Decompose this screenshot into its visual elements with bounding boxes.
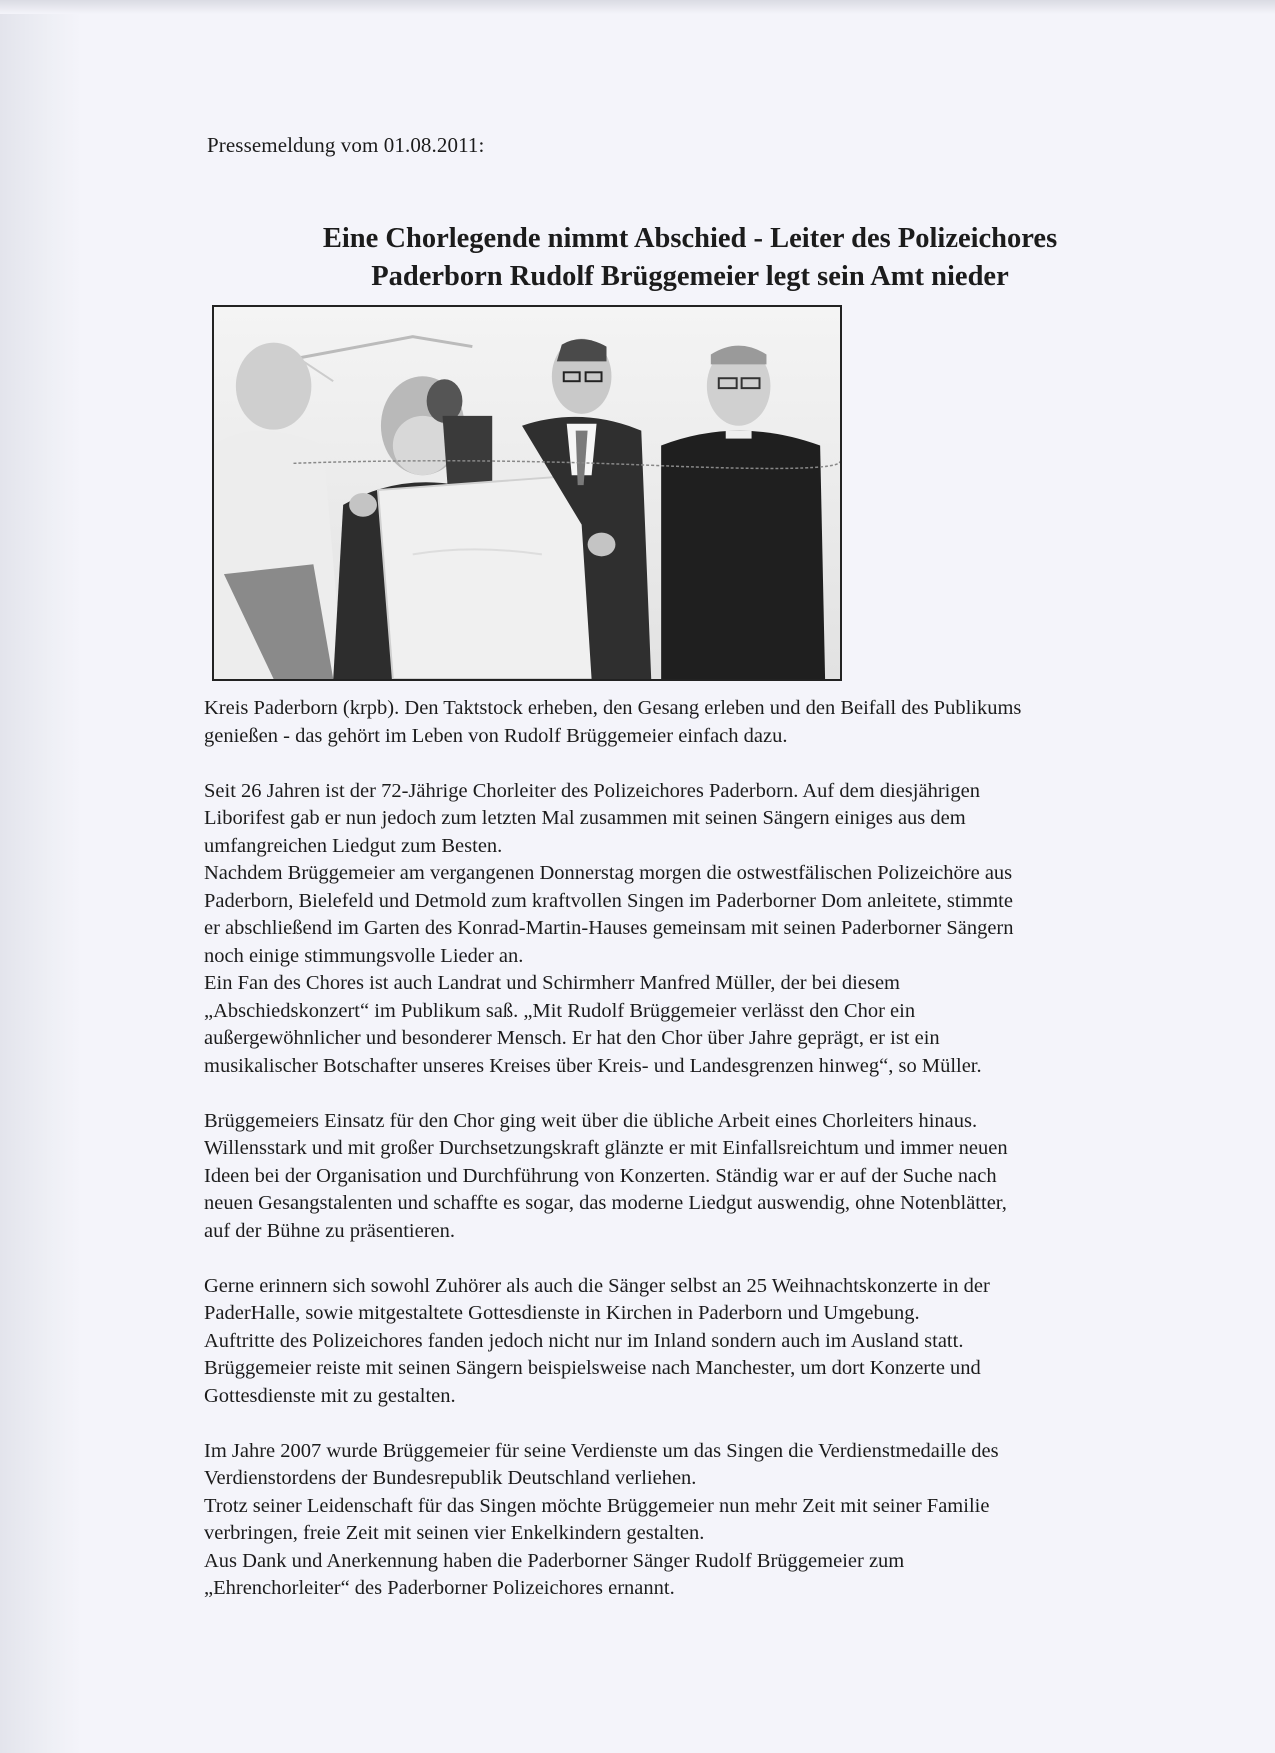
paragraph-5 xyxy=(204,1438,1189,1603)
text-line: Kreis Paderborn (krpb). Den Taktstock erheben, den Gesang erleben und den Beifall des Publikums xyxy=(204,697,1022,719)
text-line: Paderborn, Bielefeld und Detmold zum kraftvollen Singen im Paderborner Dom anleitete, stimmte xyxy=(204,889,1013,912)
text-line: umfangreichen Liedgut zum Besten. xyxy=(204,834,503,857)
headline-line-1: Eine Chorlegende nimmt Abschied - Leiter des Polizeichores xyxy=(322,223,1058,254)
text-line: Brüggemeiers Einsatz für den Chor ging weit über die übliche Arbeit eines Chorleiters hinaus. xyxy=(204,1109,978,1132)
text-line: Gottesdienste mit zu gestalten. xyxy=(204,1384,456,1407)
text-line: noch einige stimmungsvolle Lieder an. xyxy=(204,944,524,967)
press-photo-illustration xyxy=(214,307,840,679)
text-line: musikalischer Botschafter unseres Kreises über Kreis- und Landesgrenzen hinweg“, so Müller. xyxy=(204,1054,982,1077)
text-line: Ideen bei der Organisation und Durchführung von Konzerten. Ständig war er auf der Suche nach xyxy=(204,1164,997,1187)
paragraph-intro xyxy=(204,695,1189,750)
text-line: er abschließend im Garten des Konrad-Martin-Hauses gemeinsam mit seinen Paderborner Sängern xyxy=(204,917,1014,939)
text-line: außergewöhnlicher und besonderer Mensch. Er hat den Chor über Jahre geprägt, er ist ein xyxy=(204,1027,940,1049)
headline xyxy=(210,220,1170,296)
text-line: „Abschiedskonzert“ im Publikum saß. „Mit Rudolf Brüggemeier verlässt den Chor ein xyxy=(204,999,916,1022)
text-line: Verdienstordens der Bundesrepublik Deutschland verliehen. xyxy=(204,1467,697,1489)
paragraph-4 xyxy=(204,1273,1189,1411)
headline-line-2: Paderborn Rudolf Brüggemeier legt sein Amt nieder xyxy=(371,261,1009,292)
text-line: Seit 26 Jahren ist der 72-Jährige Chorleiter des Polizeichores Paderborn. Auf dem diesjährigen xyxy=(204,779,980,802)
dateline: Pressemeldung vom 01.08.2011: xyxy=(207,133,485,157)
text-line: Im Jahre 2007 wurde Brüggemeier für seine Verdienste um das Singen die Verdienstmedaille des xyxy=(204,1439,999,1462)
text-line: Nachdem Brüggemeier am vergangenen Donnerstag morgen die ostwestfälischen Polizeichöre aus xyxy=(204,862,1013,884)
text-line: Gerne erinnern sich sowohl Zuhörer als auch die Sänger selbst an 25 Weihnachtskonzerte in der xyxy=(204,1274,990,1297)
text-line: auf der Bühne zu präsentieren. xyxy=(204,1219,456,1242)
text-line: Willensstark und mit großer Durchsetzungskraft glänzte er mit Einfallsreichtum und immer neuen xyxy=(204,1137,1008,1159)
text-line: neuen Gesangstalenten und schaffte es sogar, das moderne Liedgut auswendig, ohne Notenblätter, xyxy=(204,1192,1007,1214)
press-photo xyxy=(212,305,842,681)
paragraph-2 xyxy=(204,778,1189,1081)
paragraph-3 xyxy=(204,1108,1189,1246)
text-line: „Ehrenchorleiter“ des Paderborner Polizeichores ernannt. xyxy=(204,1577,675,1599)
text-line: Auftritte des Polizeichores fanden jedoch nicht nur im Inland sondern auch im Ausland statt. xyxy=(204,1329,964,1352)
text-line: Brüggemeier reiste mit seinen Sängern beispielsweise nach Manchester, um dort Konzerte und xyxy=(204,1357,981,1379)
article-body xyxy=(204,695,1189,1603)
text-line: Ein Fan des Chores ist auch Landrat und Schirmherr Manfred Müller, der bei diesem xyxy=(204,972,900,994)
text-line: Aus Dank und Anerkennung haben die Paderborner Sänger Rudolf Brüggemeier zum xyxy=(204,1549,905,1572)
text-line: verbringen, freie Zeit mit seinen vier Enkelkindern gestalten. xyxy=(204,1522,705,1544)
text-line: PaderHalle, sowie mitgestaltete Gottesdienste in Kirchen in Paderborn und Umgebung. xyxy=(204,1302,920,1324)
text-line: Trotz seiner Leidenschaft für das Singen möchte Brüggemeier nun mehr Zeit mit seiner Familie xyxy=(204,1494,990,1517)
text-line: genießen - das gehört im Leben von Rudolf Brüggemeier einfach dazu. xyxy=(204,724,788,747)
text-line: Liborifest gab er nun jedoch zum letzten Mal zusammen mit seinen Sängern einiges aus dem xyxy=(204,807,966,829)
